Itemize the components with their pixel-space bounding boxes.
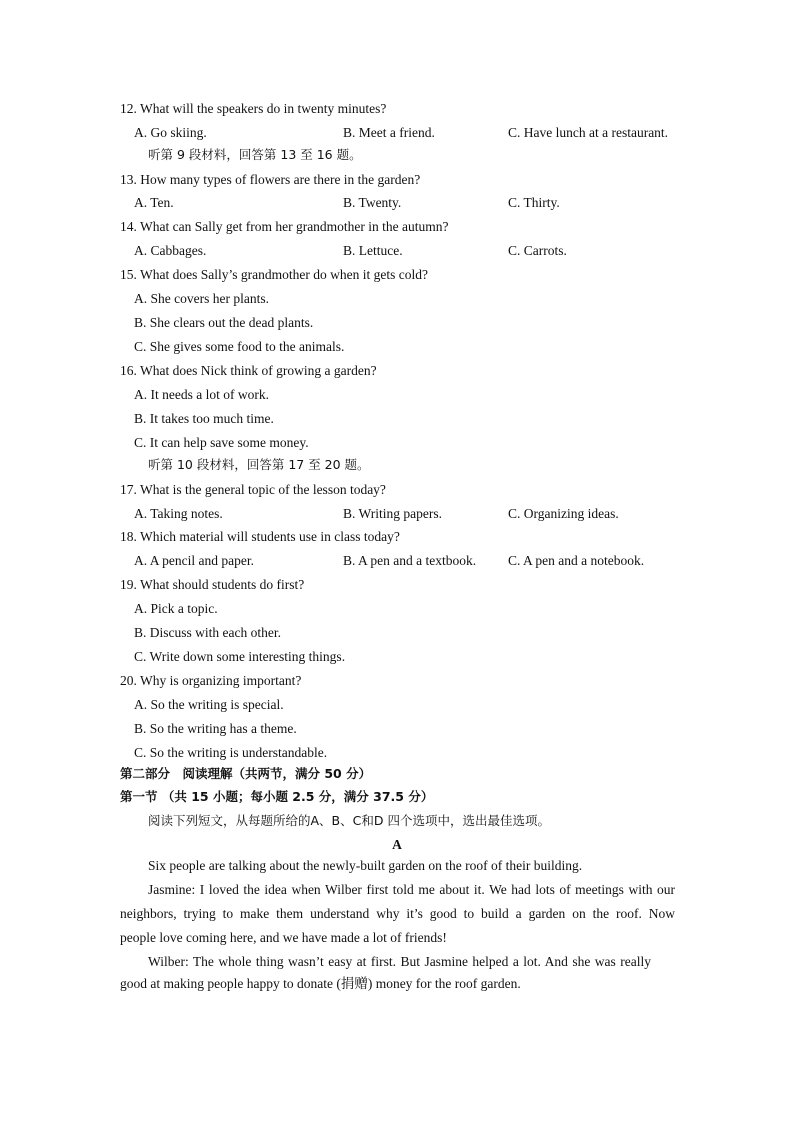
q19-option-b: B. Discuss with each other. [134,625,281,640]
passage-label: A [392,837,402,852]
q14-option-c: C. Carrots. [508,243,567,258]
q12-option-c: C. Have lunch at a restaurant. [508,125,669,140]
wilber-line-2: good at making people happy to donate (捐赠) money for the roof garden. [120,976,521,991]
q16-option-a: A. It needs a lot of work. [134,387,269,402]
q18-option-c: C. A pen and a notebook. [508,553,645,568]
question-19: 19. What should students do first? [120,577,305,592]
reading-instruction: 阅读下列短文，从每题所给的A、B、C和D 四个选项中，选出最佳选项。 [148,813,550,828]
question-15: 15. What does Sally’s grandmother do when it gets cold? [120,267,428,282]
q13-option-a: A. Ten. [134,195,174,210]
jasmine-line-2: neighbors, trying to make them understand why it’s good to build a garden on the roof. Now [120,906,675,921]
q17-option-b: B. Writing papers. [343,506,442,521]
q17-option-a: A. Taking notes. [134,506,223,521]
q18-option-b: B. A pen and a textbook. [343,553,477,568]
listening-instruction-9: 听第 9 段材料，回答第 13 至 16 题。 [148,147,362,162]
part-two-title: 第二部分 阅读理解（共两节，满分 50 分） [120,766,372,781]
q20-option-b: B. So the writing has a theme. [134,721,297,736]
q17-option-c: C. Organizing ideas. [508,506,619,521]
question-17: 17. What is the general topic of the lesson today? [120,482,386,497]
q19-option-c: C. Write down some interesting things. [134,649,346,664]
q12-option-b: B. Meet a friend. [343,125,435,140]
q15-option-b: B. She clears out the dead plants. [134,315,314,330]
jasmine-line-1: Jasmine: I loved the idea when Wilber first told me about it. We had lots of meetings with our [148,882,675,897]
q19-option-a: A. Pick a topic. [134,601,218,616]
q15-option-a: A. She covers her plants. [134,291,269,306]
q14-option-b: B. Lettuce. [343,243,403,258]
question-13: 13. How many types of flowers are there in the garden? [120,172,421,187]
question-14: 14. What can Sally get from her grandmother in the autumn? [120,219,449,234]
q15-option-c: C. She gives some food to the animals. [134,339,345,354]
wilber-line-1: Wilber: The whole thing wasn’t easy at first. But Jasmine helped a lot. And she was really [148,954,651,969]
q20-option-c: C. So the writing is understandable. [134,745,328,760]
q14-option-a: A. Cabbages. [134,243,207,258]
question-20: 20. Why is organizing important? [120,673,302,688]
q13-option-c: C. Thirty. [508,195,560,210]
question-16: 16. What does Nick think of growing a garden? [120,363,377,378]
q12-option-a: A. Go skiing. [134,125,207,140]
question-12: 12. What will the speakers do in twenty minutes? [120,101,387,116]
q18-option-a: A. A pencil and paper. [134,553,254,568]
q20-option-a: A. So the writing is special. [134,697,284,712]
q13-option-b: B. Twenty. [343,195,402,210]
question-18: 18. Which material will students use in class today? [120,529,400,544]
passage-intro: Six people are talking about the newly-built garden on the roof of their building. [148,858,583,873]
section-one-title: 第一节 （共 15 小题；每小题 2.5 分，满分 37.5 分） [120,789,434,804]
jasmine-line-3: people love coming here, and we have made a lot of friends! [120,930,447,945]
listening-instruction-10: 听第 10 段材料，回答第 17 至 20 题。 [148,457,370,472]
q16-option-c: C. It can help save some money. [134,435,309,450]
q16-option-b: B. It takes too much time. [134,411,274,426]
